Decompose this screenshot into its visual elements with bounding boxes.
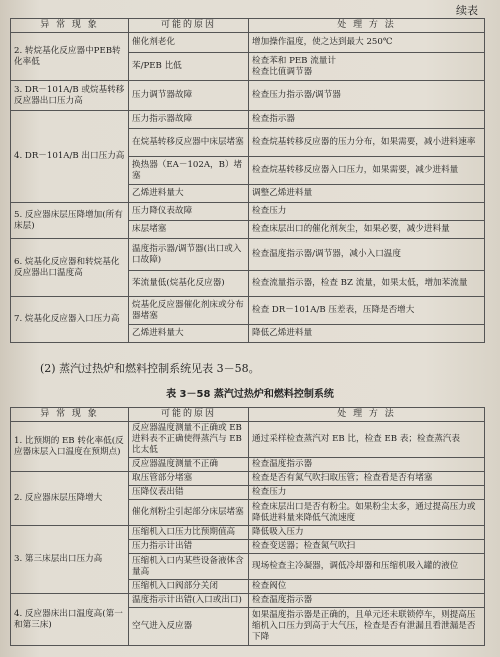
symptom-cell: 2. 转烷基化反应器中PEB转化率低 (11, 33, 129, 81)
cause-cell: 乙烯进料量大 (129, 185, 249, 203)
symptom-cell: 3. 第三床层出口压力高 (11, 526, 129, 594)
action-cell: 检查温度指示器/调节器，减小入口温度 (249, 239, 485, 271)
header-cause: 可能的原因 (129, 19, 249, 33)
cause-cell: 在烷基转移反应器中床层堵塞 (129, 129, 249, 157)
action-cell: 检查阀位 (249, 580, 485, 594)
action-cell: 如果温度指示器是正确的，且单元还未联锁停车，则提高压缩机入口压力到高于大气压，检查是否有泄漏且看泄漏是否下降 (249, 608, 485, 646)
cause-cell: 催化剂老化 (129, 33, 249, 53)
action-cell: 降低吸入压力 (249, 526, 485, 540)
header-cause: 可能的原因 (129, 408, 249, 422)
action-cell: 调整乙烯进料量 (249, 185, 485, 203)
header-action: 处 理 方 法 (249, 408, 485, 422)
header-action: 处 理 方 法 (249, 19, 485, 33)
symptom-cell: 2. 反应器床层压降增大 (11, 472, 129, 526)
action-cell: 检查温度指示器 (249, 458, 485, 472)
action-cell: 现场检查主冷凝器，调低冷却器和压缩机吸入罐的液位 (249, 554, 485, 580)
action-cell: 检查床层出口是否有粉尘。如果粉尘太多，通过提高压力或降低进料量来降低气流速度 (249, 500, 485, 526)
cause-cell: 压缩机入口内某些设备液体含量高 (129, 554, 249, 580)
action-cell: 检查烷基转移反应器入口压力，如果需要，减少进料量 (249, 157, 485, 185)
action-cell: 降低乙烯进料量 (249, 325, 485, 343)
table-caption: 表 3－58 蒸汽过热炉和燃料控制系统 (166, 389, 334, 400)
cause-cell: 压缩机入口阀部分关闭 (129, 580, 249, 594)
cause-cell: 压力指示计出错 (129, 540, 249, 554)
cause-cell: 反应器温度测量不正确 (129, 458, 249, 472)
symptom-cell: 4. 反应器床出口温度高(第一和第三床) (11, 594, 129, 646)
cause-cell: 压力降仪表故障 (129, 203, 249, 221)
symptom-cell: 5. 反应器床层压降增加(所有床层) (11, 203, 129, 239)
cause-cell: 取压管部分堵塞 (129, 472, 249, 486)
action-cell: 检查压力 (249, 486, 485, 500)
action-cell: 检查 DR－101A/B 压差表，压降是否增大 (249, 297, 485, 325)
cause-cell: 换热器（EA－102A，B）堵塞 (129, 157, 249, 185)
cause-cell: 催化剂粉尘引起部分床层堵塞 (129, 500, 249, 526)
symptom-cell: 6. 烷基化反应器和转烷基化反应器出口温度高 (11, 239, 129, 297)
header-symptom: 异 常 现 象 (11, 19, 129, 33)
header-symptom: 异 常 现 象 (11, 408, 129, 422)
cause-cell: 苯流量低(烷基化反应器) (129, 271, 249, 297)
action-cell: 检查烷基转移反应器的压力分布，如果需要，减小进料速率 (249, 129, 485, 157)
fault-table-continued (10, 18, 485, 343)
action-cell: 检查压力 (249, 203, 485, 221)
cause-cell: 压降仪表出错 (129, 486, 249, 500)
symptom-cell: 7. 烷基化反应器入口压力高 (11, 297, 129, 343)
continued-label: 续表 (456, 4, 478, 17)
action-cell: 检查温度指示器 (249, 594, 485, 608)
cause-cell: 温度指示计出错(入口或出口) (129, 594, 249, 608)
cause-cell: 空气进入反应器 (129, 608, 249, 646)
cause-cell: 温度指示器/调节器(出口或入口故障) (129, 239, 249, 271)
action-cell: 检查压力指示器/调节器 (249, 81, 485, 111)
action-cell: 检查流量指示器，检查 BZ 流量，如果太低，增加苯流量 (249, 271, 485, 297)
action-cell: 通过采样检查蒸汽对 EB 比，检查 EB 表；检查蒸汽表 (249, 422, 485, 458)
cause-cell: 压力指示器故障 (129, 111, 249, 129)
cause-cell: 压缩机入口压力比预期值高 (129, 526, 249, 540)
cause-cell: 反应器温度测量不正确或 EB 进料表不正确使得蒸汽与 EB 比太低 (129, 422, 249, 458)
action-cell: 检查苯和 PEB 流量计 检查比值调节器 (249, 53, 485, 81)
cause-cell: 乙烯进料量大 (129, 325, 249, 343)
action-cell: 检查指示器 (249, 111, 485, 129)
symptom-cell: 3. DR－101A/B 或烷基转移反应器出口压力高 (11, 81, 129, 111)
cause-cell: 压力调节器故障 (129, 81, 249, 111)
action-cell: 增加操作温度，使之达到最大 250℃ (249, 33, 485, 53)
cause-cell: 烷基化反应器催化剂床或分布器堵塞 (129, 297, 249, 325)
cause-cell: 床层堵塞 (129, 221, 249, 239)
symptom-cell: 1. 比预期的 EB 转化率低(反应器床层入口温度在预期点) (11, 422, 129, 472)
symptom-cell: 4. DR－101A/B 出口压力高 (11, 111, 129, 203)
action-cell: 检查变送器；检查氮气吹扫 (249, 540, 485, 554)
cause-cell: 苯/PEB 比低 (129, 53, 249, 81)
section-intro: (2) 蒸汽过热炉和燃料控制系统见表 3－58。 (40, 362, 260, 375)
action-cell: 检查是否有氮气吹扫取压管；检查看是否有堵塞 (249, 472, 485, 486)
action-cell: 检查床层出口的催化剂灰尘，如果必要，减少进料量 (249, 221, 485, 239)
fault-table-3-58 (10, 407, 485, 646)
